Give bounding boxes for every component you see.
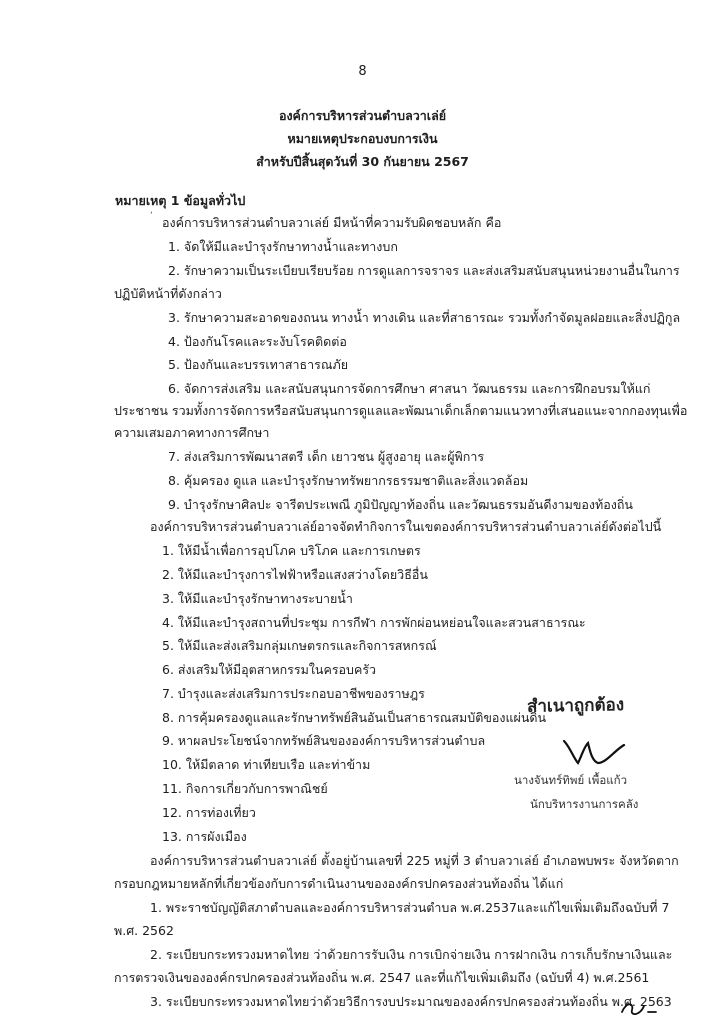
optional-10: 10. ให้มีตลาด ท่าเทียบเรือ และท่าข้าม [162,757,371,772]
duty-9: 9. บำรุงรักษาศิลปะ จารีตประเพณี ภูมิปัญญาท้องถิ่น และวัฒนธรรมอันดีงามของท้องถิ่น [168,497,633,512]
header-title: หมายเหตุประกอบงบการเงิน [287,131,438,146]
duty-2-cont: ปฏิบัติหน้าที่ดังกล่าว [114,286,222,301]
optional-1: 1. ให้มีน้ำเพื่อการอุปโภค บริโภค และการเกษตร [162,543,421,558]
optional-2: 2. ให้มีและบำรุงการไฟฟ้าหรือแสงสว่างโดยวิธีอื่น [162,567,428,582]
optional-13: 13. การผังเมือง [162,829,247,844]
duty-4: 4. ป้องกันโรคและระงับโรคติดต่อ [168,334,347,349]
duty-3: 3. รักษาความสะอาดของถนน ทางน้ำ ทางเดิน และที่สาธารณะ รวมทั้งกำจัดมูลฝอยและสิ่งปฏิกูล [168,310,681,325]
scan-mark: ‘ [150,211,153,221]
optional-8: 8. การคุ้มครองดูแลและรักษาทรัพย์สินอันเป็นสาธารณสมบัติของแผ่นดิน [162,710,547,725]
location-text: องค์การบริหารส่วนตำบลวาเล่ย์ ตั้งอยู่บ้านเลขที่ 225 หมู่ที่ 3 ตำบลวาเล่ย์ อำเภอพบพระ จังหวัดตาก [150,853,679,868]
duty-1: 1. จัดให้มีและบำรุงรักษาทางน้ำและทางบก [168,239,398,254]
note-title: หมายเหตุ 1 ข้อมูลทั่วไป [115,193,246,208]
header-org-name: องค์การบริหารส่วนตำบลวาเล่ย์ [278,108,447,123]
header-period: สำหรับปีสิ้นสุดวันที่ 30 กันยายน 2567 [256,154,469,169]
law-2: 2. ระเบียบกระทรวงมหาดไทย ว่าด้วยการรับเงิน การเบิกจ่ายเงิน การฝากเงิน การเก็บรักษาเงินและ [150,947,673,962]
certified-copy-stamp: สำเนาถูกต้อง [526,695,625,717]
duty-8: 8. คุ้มครอง ดูแล และบำรุงรักษาทรัพยากรธรรมชาติและสิ่งแวดล้อม [168,473,529,488]
optional-4: 4. ให้มีและบำรุงสถานที่ประชุม การกีฬา การพักผ่อนหย่อนใจและสวนสาธารณะ [162,615,586,630]
law-3: 3. ระเบียบกระทรวงมหาดไทยว่าด้วยวิธีการงบประมาณขององค์กรปกครองส่วนท้องถิ่น พ.ศ. 2563 [150,994,672,1009]
optional-12: 12. การท่องเที่ยว [162,805,256,820]
duty-2: 2. รักษาความเป็นระเบียบเรียบร้อย การดูแลการจราจร และส่งเสริมสนับสนุนหน่วยงานอื่นในการ [168,263,680,278]
legal-framework-text: กรอบกฎหมายหลักที่เกี่ยวข้องกับการดำเนินงานขององค์กรปกครองส่วนท้องถิ่น ได้แก่ [114,876,564,891]
page-number: 8 [358,64,367,79]
officer-position: นักบริหารงานการคลัง [530,797,639,811]
signature-mark [558,733,638,773]
duty-6-cont: ประชาชน รวมทั้งการจัดการหรือสนับสนุนการดูแลและพัฒนาเด็กเล็กตามแนวทางที่เสนอแนะจากกองทุนเพื่อ [114,403,688,418]
optional-6: 6. ส่งเสริมให้มีอุตสาหกรรมในครอบครัว [162,662,377,677]
duty-6: 6. จัดการส่งเสริม และสนับสนุนการจัดการศึกษา ศาสนา วัฒนธรรม และการฝึกอบรมให้แก่ [168,381,651,396]
optional-3: 3. ให้มีและบำรุงรักษาทางระบายน้ำ [162,591,353,606]
optional-9: 9. หาผลประโยชน์จากทรัพย์สินขององค์การบริหารส่วนตำบล [162,733,486,748]
law-1: 1. พระราชบัญญัติสภาตำบลและองค์การบริหารส่วนตำบล พ.ศ.2537และแก้ไขเพิ่มเติมถึงฉบับที่ 7 [150,900,670,915]
optional-5: 5. ให้มีและส่งเสริมกลุ่มเกษตรกรและกิจการสหกรณ์ [162,638,437,653]
initials-mark [618,998,668,1020]
officer-name: นางจันทร์ทิพย์ เพื้อแก้ว [514,773,628,787]
intro-text: องค์การบริหารส่วนตำบลวาเล่ย์ มีหน้าที่ความรับผิดชอบหลัก คือ [162,215,502,230]
optional-7: 7. บำรุงและส่งเสริมการประกอบอาชีพของราษฎร [162,686,425,701]
law-2-cont: การตรวจเงินขององค์กรปกครองส่วนท้องถิ่น พ.ศ. 2547 และที่แก้ไขเพิ่มเติมถึง (ฉบับที่ 4) พ.ศ.2561 [114,970,650,985]
optional-intro: องค์การบริหารส่วนตำบลวาเล่ย์อาจจัดทำกิจการในเขตองค์การบริหารส่วนตำบลวาเล่ย์ดังต่อไปนี้ [150,519,662,534]
optional-11: 11. กิจการเกี่ยวกับการพาณิชย์ [162,781,328,796]
duty-7: 7. ส่งเสริมการพัฒนาสตรี เด็ก เยาวชน ผู้สูงอายุ และผู้พิการ [168,449,485,464]
duty-6-cont-2: ความเสมอภาคทางการศึกษา [114,425,270,440]
law-1-cont: พ.ศ. 2562 [114,923,174,938]
duty-5: 5. ป้องกันและบรรเทาสาธารณภัย [168,357,349,372]
